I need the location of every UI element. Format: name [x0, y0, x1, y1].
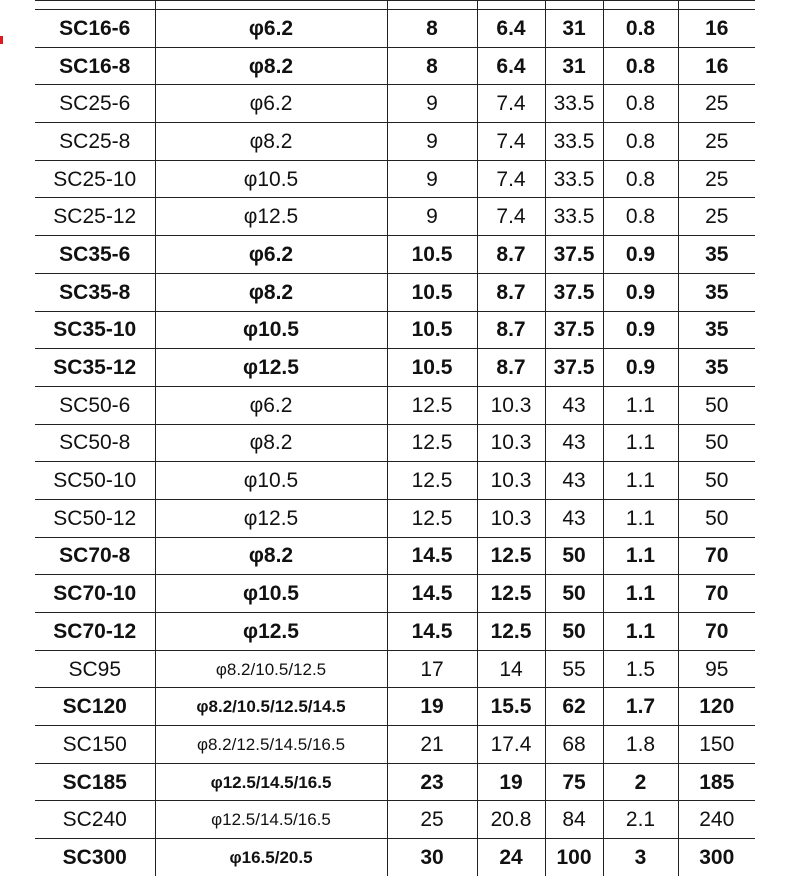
- dimension-c3-cell: 12.5: [387, 499, 477, 537]
- dimension-c5-cell: 62: [545, 688, 603, 726]
- model-cell: SC16-6: [35, 10, 155, 48]
- dimension-c4-cell: 8.7: [477, 349, 545, 387]
- dimension-c4-cell: 8.7: [477, 273, 545, 311]
- dimension-c4-cell: 6.4: [477, 47, 545, 85]
- hole-diameter-cell: φ12.5/14.5/16.5: [155, 801, 387, 839]
- dimension-c7-cell: 25: [678, 198, 755, 236]
- dimension-c4-cell: 7.4: [477, 198, 545, 236]
- model-cell: SC16-8: [35, 47, 155, 85]
- dimension-c4-cell: 14: [477, 650, 545, 688]
- dimension-c6-cell: 0.8: [603, 47, 678, 85]
- dimension-c4-cell: 12.5: [477, 575, 545, 613]
- dimension-c3-cell: 10.5: [387, 311, 477, 349]
- table-row: [35, 424, 755, 462]
- dimension-c4-cell: 8.7: [477, 236, 545, 274]
- dimension-c4-cell: 10.3: [477, 424, 545, 462]
- dimension-c6-cell: 0.8: [603, 160, 678, 198]
- table-row: [35, 537, 755, 575]
- dimension-c7-cell: 16: [678, 10, 755, 48]
- dimension-c4-cell: 6.4: [477, 10, 545, 48]
- dimension-c6-cell: 2.1: [603, 801, 678, 839]
- dimension-c7-cell: 25: [678, 85, 755, 123]
- dimension-c6-cell: 3: [603, 839, 678, 876]
- dimension-c3-cell: 23: [387, 763, 477, 801]
- edge-accent-mark: [0, 36, 3, 44]
- table-top-stub-row: [35, 1, 755, 10]
- spec-table-container: [35, 0, 755, 876]
- dimension-c7-cell: 25: [678, 160, 755, 198]
- dimension-c7-cell: 25: [678, 123, 755, 161]
- model-cell: SC25-8: [35, 123, 155, 161]
- dimension-c6-cell: 1.1: [603, 575, 678, 613]
- table-row: [35, 462, 755, 500]
- dimension-c3-cell: 9: [387, 160, 477, 198]
- hole-diameter-cell: φ12.5/14.5/16.5: [155, 763, 387, 801]
- dimension-c3-cell: 9: [387, 123, 477, 161]
- dimension-c7-cell: 185: [678, 763, 755, 801]
- dimension-c5-cell: 50: [545, 575, 603, 613]
- dimension-c5-cell: 31: [545, 47, 603, 85]
- hole-diameter-cell: φ6.2: [155, 386, 387, 424]
- dimension-c6-cell: 0.8: [603, 85, 678, 123]
- dimension-c6-cell: 0.9: [603, 349, 678, 387]
- dimension-c5-cell: 84: [545, 801, 603, 839]
- model-cell: SC25-12: [35, 198, 155, 236]
- model-cell: SC25-10: [35, 160, 155, 198]
- hole-diameter-cell: φ8.2: [155, 537, 387, 575]
- dimension-c7-cell: 50: [678, 499, 755, 537]
- dimension-c6-cell: 0.9: [603, 236, 678, 274]
- spec-table: [35, 0, 755, 876]
- dimension-c3-cell: 9: [387, 198, 477, 236]
- dimension-c5-cell: 75: [545, 763, 603, 801]
- dimension-c5-cell: 68: [545, 726, 603, 764]
- table-row: [35, 726, 755, 764]
- table-row: [35, 839, 755, 876]
- model-cell: SC35-8: [35, 273, 155, 311]
- dimension-c7-cell: 70: [678, 575, 755, 613]
- hole-diameter-cell: φ10.5: [155, 462, 387, 500]
- dimension-c6-cell: 1.1: [603, 537, 678, 575]
- table-row: [35, 10, 755, 48]
- dimension-c5-cell: 33.5: [545, 198, 603, 236]
- dimension-c3-cell: 12.5: [387, 424, 477, 462]
- dimension-c7-cell: 35: [678, 236, 755, 274]
- dimension-c3-cell: 14.5: [387, 613, 477, 651]
- dimension-c3-cell: 10.5: [387, 273, 477, 311]
- dimension-c4-cell: 20.8: [477, 801, 545, 839]
- dimension-c7-cell: 95: [678, 650, 755, 688]
- dimension-c5-cell: 37.5: [545, 273, 603, 311]
- model-cell: SC95: [35, 650, 155, 688]
- table-row: [35, 386, 755, 424]
- dimension-c5-cell: 43: [545, 386, 603, 424]
- dimension-c3-cell: 10.5: [387, 349, 477, 387]
- hole-diameter-cell: φ8.2: [155, 273, 387, 311]
- dimension-c5-cell: 50: [545, 537, 603, 575]
- hole-diameter-cell: φ10.5: [155, 575, 387, 613]
- dimension-c5-cell: 43: [545, 424, 603, 462]
- dimension-c7-cell: 300: [678, 839, 755, 876]
- table-row: [35, 763, 755, 801]
- model-cell: SC35-12: [35, 349, 155, 387]
- table-row: [35, 85, 755, 123]
- dimension-c7-cell: 70: [678, 537, 755, 575]
- dimension-c7-cell: 150: [678, 726, 755, 764]
- dimension-c4-cell: 15.5: [477, 688, 545, 726]
- model-cell: SC25-6: [35, 85, 155, 123]
- dimension-c3-cell: 19: [387, 688, 477, 726]
- dimension-c3-cell: 17: [387, 650, 477, 688]
- model-cell: SC50-8: [35, 424, 155, 462]
- model-cell: SC70-8: [35, 537, 155, 575]
- table-row: [35, 311, 755, 349]
- dimension-c7-cell: 16: [678, 47, 755, 85]
- dimension-c6-cell: 1.1: [603, 613, 678, 651]
- table-row: [35, 160, 755, 198]
- model-cell: SC70-12: [35, 613, 155, 651]
- table-row: [35, 198, 755, 236]
- dimension-c6-cell: 0.9: [603, 273, 678, 311]
- dimension-c7-cell: 70: [678, 613, 755, 651]
- dimension-c5-cell: 37.5: [545, 349, 603, 387]
- dimension-c5-cell: 55: [545, 650, 603, 688]
- dimension-c5-cell: 33.5: [545, 160, 603, 198]
- table-row: [35, 236, 755, 274]
- dimension-c5-cell: 50: [545, 613, 603, 651]
- model-cell: SC240: [35, 801, 155, 839]
- hole-diameter-cell: φ8.2/10.5/12.5/14.5: [155, 688, 387, 726]
- dimension-c5-cell: 100: [545, 839, 603, 876]
- dimension-c4-cell: 17.4: [477, 726, 545, 764]
- hole-diameter-cell: φ6.2: [155, 10, 387, 48]
- table-row: [35, 650, 755, 688]
- dimension-c3-cell: 10.5: [387, 236, 477, 274]
- hole-diameter-cell: φ12.5: [155, 198, 387, 236]
- dimension-c7-cell: 50: [678, 424, 755, 462]
- dimension-c6-cell: 1.1: [603, 499, 678, 537]
- hole-diameter-cell: φ10.5: [155, 160, 387, 198]
- model-cell: SC35-10: [35, 311, 155, 349]
- dimension-c4-cell: 7.4: [477, 160, 545, 198]
- dimension-c3-cell: 25: [387, 801, 477, 839]
- dimension-c3-cell: 12.5: [387, 386, 477, 424]
- dimension-c7-cell: 35: [678, 311, 755, 349]
- dimension-c4-cell: 12.5: [477, 537, 545, 575]
- dimension-c7-cell: 35: [678, 349, 755, 387]
- dimension-c3-cell: 8: [387, 47, 477, 85]
- dimension-c3-cell: 21: [387, 726, 477, 764]
- table-row: [35, 349, 755, 387]
- table-row: [35, 613, 755, 651]
- model-cell: SC70-10: [35, 575, 155, 613]
- dimension-c7-cell: 240: [678, 801, 755, 839]
- dimension-c6-cell: 1.1: [603, 462, 678, 500]
- spec-table-body: [35, 1, 755, 876]
- hole-diameter-cell: φ8.2/10.5/12.5: [155, 650, 387, 688]
- dimension-c4-cell: 19: [477, 763, 545, 801]
- hole-diameter-cell: φ16.5/20.5: [155, 839, 387, 876]
- model-cell: SC50-6: [35, 386, 155, 424]
- dimension-c4-cell: 10.3: [477, 462, 545, 500]
- model-cell: SC150: [35, 726, 155, 764]
- table-row: [35, 123, 755, 161]
- model-cell: SC50-10: [35, 462, 155, 500]
- dimension-c5-cell: 43: [545, 499, 603, 537]
- dimension-c6-cell: 0.8: [603, 198, 678, 236]
- dimension-c5-cell: 43: [545, 462, 603, 500]
- hole-diameter-cell: φ12.5: [155, 349, 387, 387]
- table-row: [35, 688, 755, 726]
- table-row: [35, 47, 755, 85]
- hole-diameter-cell: φ8.2: [155, 123, 387, 161]
- dimension-c7-cell: 35: [678, 273, 755, 311]
- dimension-c6-cell: 0.8: [603, 123, 678, 161]
- dimension-c4-cell: 12.5: [477, 613, 545, 651]
- hole-diameter-cell: φ6.2: [155, 85, 387, 123]
- dimension-c7-cell: 50: [678, 462, 755, 500]
- dimension-c6-cell: 1.1: [603, 424, 678, 462]
- dimension-c6-cell: 0.9: [603, 311, 678, 349]
- model-cell: SC35-6: [35, 236, 155, 274]
- dimension-c6-cell: 2: [603, 763, 678, 801]
- dimension-c7-cell: 50: [678, 386, 755, 424]
- dimension-c3-cell: 9: [387, 85, 477, 123]
- table-row: [35, 499, 755, 537]
- hole-diameter-cell: φ10.5: [155, 311, 387, 349]
- dimension-c5-cell: 33.5: [545, 123, 603, 161]
- dimension-c6-cell: 1.1: [603, 386, 678, 424]
- dimension-c5-cell: 37.5: [545, 311, 603, 349]
- dimension-c5-cell: 33.5: [545, 85, 603, 123]
- model-cell: SC185: [35, 763, 155, 801]
- dimension-c6-cell: 1.8: [603, 726, 678, 764]
- dimension-c4-cell: 10.3: [477, 499, 545, 537]
- dimension-c4-cell: 7.4: [477, 123, 545, 161]
- model-cell: SC120: [35, 688, 155, 726]
- dimension-c6-cell: 0.8: [603, 10, 678, 48]
- hole-diameter-cell: φ8.2: [155, 424, 387, 462]
- dimension-c5-cell: 31: [545, 10, 603, 48]
- dimension-c4-cell: 7.4: [477, 85, 545, 123]
- dimension-c3-cell: 12.5: [387, 462, 477, 500]
- hole-diameter-cell: φ12.5: [155, 613, 387, 651]
- dimension-c4-cell: 8.7: [477, 311, 545, 349]
- hole-diameter-cell: φ8.2/12.5/14.5/16.5: [155, 726, 387, 764]
- dimension-c4-cell: 10.3: [477, 386, 545, 424]
- dimension-c4-cell: 24: [477, 839, 545, 876]
- dimension-c5-cell: 37.5: [545, 236, 603, 274]
- model-cell: SC50-12: [35, 499, 155, 537]
- dimension-c3-cell: 8: [387, 10, 477, 48]
- dimension-c6-cell: 1.5: [603, 650, 678, 688]
- dimension-c3-cell: 30: [387, 839, 477, 876]
- dimension-c3-cell: 14.5: [387, 575, 477, 613]
- dimension-c6-cell: 1.7: [603, 688, 678, 726]
- hole-diameter-cell: φ6.2: [155, 236, 387, 274]
- hole-diameter-cell: φ8.2: [155, 47, 387, 85]
- table-row: [35, 575, 755, 613]
- table-row: [35, 801, 755, 839]
- model-cell: SC300: [35, 839, 155, 876]
- table-row: [35, 273, 755, 311]
- hole-diameter-cell: φ12.5: [155, 499, 387, 537]
- dimension-c3-cell: 14.5: [387, 537, 477, 575]
- dimension-c7-cell: 120: [678, 688, 755, 726]
